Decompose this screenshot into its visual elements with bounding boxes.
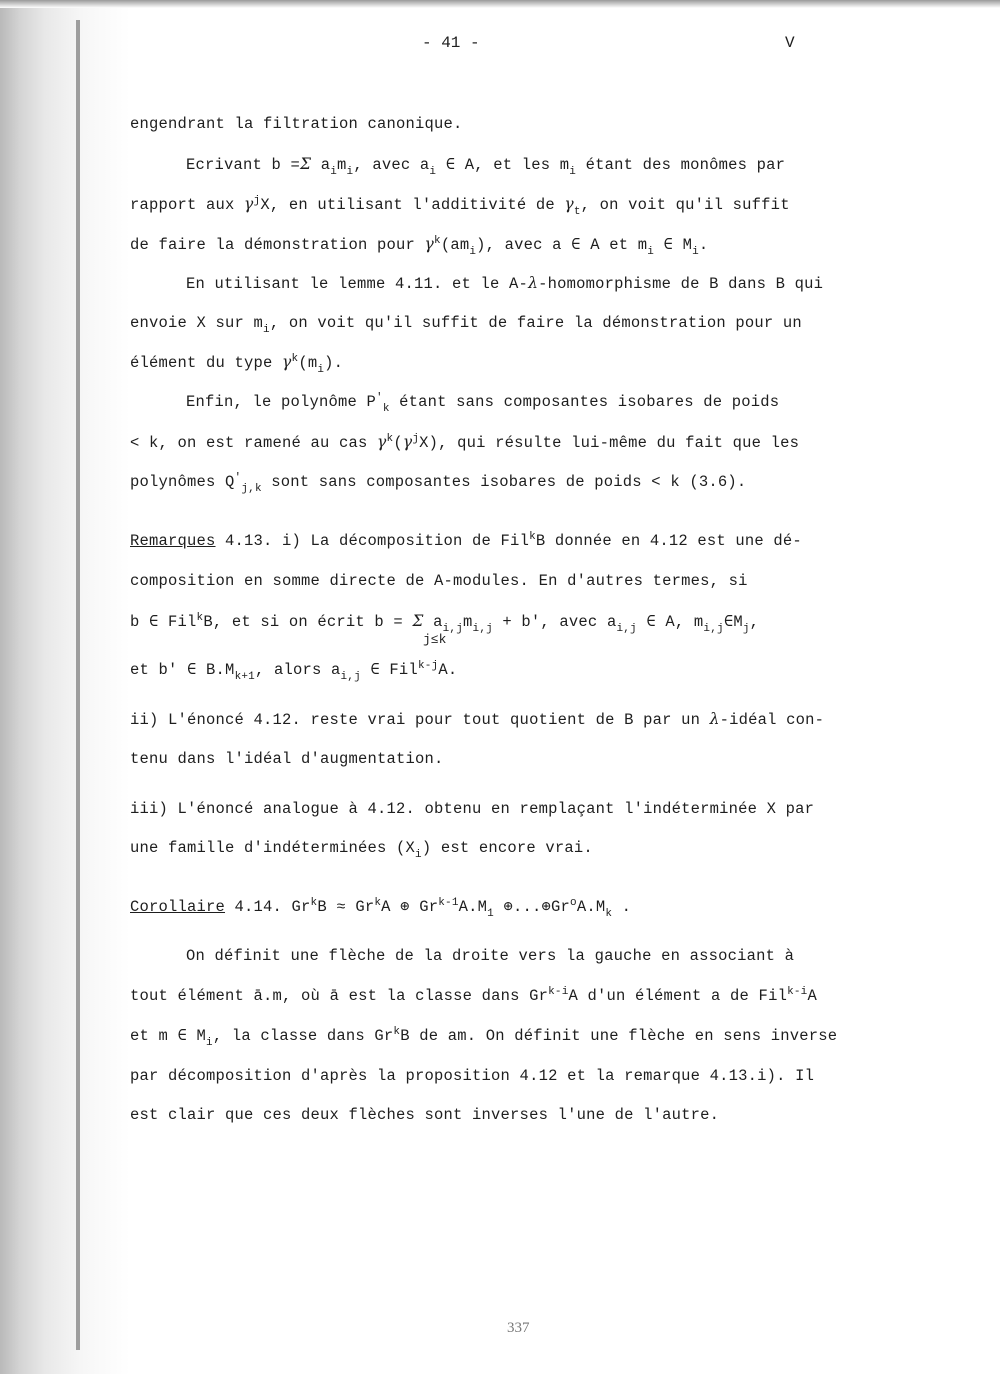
- text-line: de faire la démonstration pour $\gamma^k(am_i)$, avec a ∈ A et $m_i$ ∈ $M_i$.: [130, 235, 709, 258]
- text-line: élément du type $\gamma^k(m_i)$.: [130, 353, 344, 376]
- text-line: iii) L'énoncé analogue à 4.12. obtenu en remplaçant l'indéterminée X par: [130, 800, 815, 818]
- text-line: tout élément ā.m, où ā est la classe dans Gr$^{k-i}$A d'un élément a de Fil$^{k-i}$A: [130, 986, 817, 1005]
- text-line: rapport aux $\gamma^jX$, en utilisant l'additivité de $\gamma_t$, on voit qu'il suffit: [130, 195, 790, 218]
- text-line: Remarques 4.13. i) La décomposition de Fil$^k$B donnée en 4.12 est une dé-: [130, 531, 802, 550]
- text-line: une famille d'indéterminées $(X_i)$ est encore vrai.: [130, 839, 593, 861]
- text-line: et b' ∈ $B.M_{k+1}$, alors $a_{i,j}$ ∈ Fil$^{k-j}$A.: [130, 660, 458, 683]
- text-line: polynômes $Q'_{j,k}$ sont sans composantes isobares de poids < k (3.6).: [130, 472, 747, 495]
- page-number: - 41 -: [422, 34, 480, 52]
- text-line: Ecrivant b =Σ $a_im_i$, avec $a_i$ ∈ A, et les $m_i$ étant des monômes par: [186, 155, 786, 178]
- text-line: Corollaire 4.14. $Gr^kB \approx Gr^kA$ ⊕ $Gr^{k-1}A.M_1$ $\oplus...\oplus Gr^oA.M_k$ .: [130, 897, 632, 920]
- text-line: En utilisant le lemme 4.11. et le A-λ-homomorphisme de B dans B qui: [186, 274, 824, 293]
- text-line: engendrant la filtration canonique.: [130, 115, 463, 133]
- chapter-label: V: [785, 34, 795, 52]
- text-line: b ∈ Fil$^k$B, et si on écrit b = Σ $a_{i,j}m_{i,j} + b'$, avec $a_{i,j}$ ∈ A, $m_{i,j}\in M_j$,: [130, 612, 760, 635]
- sum-index: j≤k: [423, 632, 447, 647]
- top-edge-shadow: [0, 0, 1000, 8]
- corollaire-heading: Corollaire: [130, 898, 226, 916]
- binding-shadow: [0, 0, 130, 1374]
- text-line: envoie X sur $m_i$, on voit qu'il suffit de faire la démonstration pour un: [130, 314, 802, 336]
- folio-number: 337: [507, 1320, 530, 1336]
- text-line: par décomposition d'après la proposition 4.12 et la remarque 4.13.i). Il: [130, 1067, 815, 1085]
- text-line: < k, on est ramené au cas $\gamma^k(\gamma^jX)$, qui résulte lui-même du fait que les: [130, 433, 800, 452]
- text-line: composition en somme directe de A-modules. En d'autres termes, si: [130, 572, 748, 590]
- text-line: On définit une flèche de la droite vers la gauche en associant à: [186, 947, 795, 965]
- text-line: tenu dans l'idéal d'augmentation.: [130, 750, 444, 768]
- text-line: ii) L'énoncé 4.12. reste vrai pour tout quotient de B par un λ-idéal con-: [130, 710, 825, 729]
- remarques-heading: Remarques: [130, 532, 216, 550]
- text-line: Enfin, le polynôme $P'_k$ étant sans composantes isobares de poids: [186, 392, 780, 415]
- text-line: est clair que ces deux flèches sont inverses l'une de l'autre.: [130, 1106, 720, 1124]
- binding-edge: [76, 20, 80, 1350]
- text-line: et m ∈ $M_i$, la classe dans Gr$^k$B de am. On définit une flèche en sens inverse: [130, 1026, 838, 1049]
